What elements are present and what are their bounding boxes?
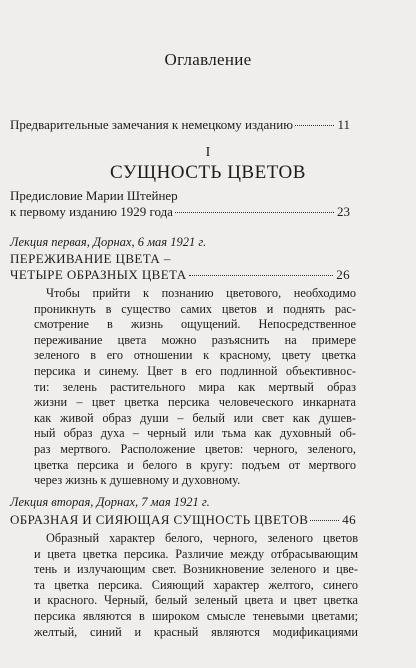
dot-leader — [295, 125, 335, 126]
abstract-line: жизни – цвет цветка персика человеческого инкарната — [34, 395, 356, 410]
abstract-line: раз мертвого. Расположение цветов: черного, зеленого, — [34, 441, 356, 456]
abstract-line: и цвета цветка персика. Различие между отбрасывающим — [34, 546, 358, 561]
lecture-1-abstract — [34, 286, 356, 489]
contents-heading: Оглавление — [164, 50, 252, 69]
abstract-line: зеленого в его отношении к красному, цвету цветка — [34, 348, 356, 363]
section-title: СУЩНОСТЬ ЦВЕТОВ — [110, 162, 306, 183]
toc-entry-foreword[interactable] — [10, 204, 350, 220]
foreword-line-1: Предисловие Марии Штейнер — [10, 188, 178, 203]
abstract-line: как живой образ души – белый или свет как душев- — [34, 410, 356, 425]
lecture-1-title-line-1: ПЕРЕЖИВАНИЕ ЦВЕТА – — [10, 251, 171, 266]
abstract-line: цветка персика и белого в кругу: подъем от мертвого — [34, 457, 356, 472]
abstract-line: та цветка персика. Сияющий характер желтого, синего — [34, 577, 358, 592]
lecture-2-abstract — [34, 531, 358, 640]
abstract-line: проникнуть в существо самих цветов и поднять рас- — [34, 301, 356, 316]
abstract-line: смотрение в жизнь ощущений. Непосредственное — [34, 317, 356, 332]
toc-entry-title: к первому изданию 1929 года — [10, 204, 173, 219]
toc-entry-preface[interactable] — [10, 117, 350, 133]
toc-entry-lecture-2[interactable] — [10, 512, 356, 528]
toc-entry-title: ЧЕТЫРЕ ОБРАЗНЫХ ЦВЕТА — [10, 267, 187, 282]
dot-leader — [310, 520, 339, 521]
lecture-1-meta: Лекция первая, Дорнах, 6 мая 1921 г. — [10, 235, 207, 249]
toc-entry-lecture-1[interactable] — [10, 267, 350, 283]
abstract-line: и красного. Черный, белый зеленый цвета и цвет цветка — [34, 593, 358, 608]
toc-page-number: 46 — [342, 512, 356, 527]
abstract-line: тень и излучающим свет. Возникновение зеленого и цве- — [34, 562, 358, 577]
toc-page-number: 26 — [336, 267, 350, 282]
abstract-line: ти: зелень растительного мира как мертвый образ — [34, 379, 356, 394]
abstract-line: через жизнь к душевному и духовному. — [34, 473, 241, 488]
lecture-2-meta: Лекция вторая, Дорнах, 7 мая 1921 г. — [10, 495, 210, 509]
toc-entry-title: Предварительные замечания к немецкому изданию — [10, 117, 293, 132]
abstract-line: ный образ духа – черный или тьма как духовный об- — [34, 426, 356, 441]
abstract-line: Чтобы прийти к познанию цветового, необходимо — [46, 286, 356, 300]
toc-page-number: 23 — [337, 204, 350, 219]
toc-entry-title: ОБРАЗНАЯ И СИЯЮЩАЯ СУЩНОСТЬ ЦВЕТОВ — [10, 512, 309, 527]
abstract-line: переживание цвета можно разъяснить на примере — [34, 332, 356, 347]
abstract-line: желтый, синий и красный являются модификациями — [34, 624, 358, 639]
abstract-line: персика и синему. Цвет в его подлинной объективнос- — [34, 363, 356, 378]
dot-leader — [189, 275, 334, 276]
toc-page-number: 11 — [337, 117, 350, 132]
abstract-line: персика являются в широком смысле теневыми цветами; — [34, 608, 358, 623]
section-number: I — [205, 145, 211, 160]
abstract-line: Образный характер белого, черного, зеленого цветов — [46, 531, 358, 545]
dot-leader — [175, 212, 334, 213]
